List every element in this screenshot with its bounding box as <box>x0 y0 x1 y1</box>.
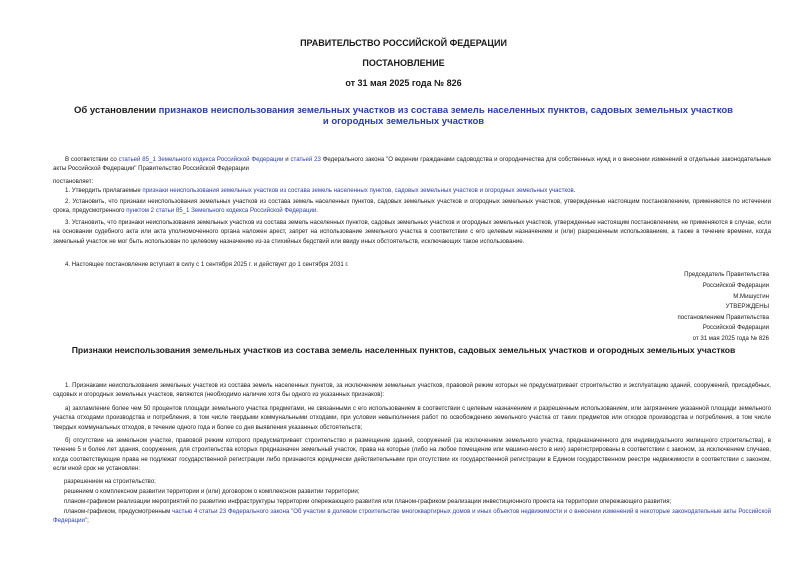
signature-name: М.Мишустин <box>733 293 769 300</box>
annex-list-item-4 <box>53 507 771 526</box>
approval-country: Российской Федерации <box>702 324 769 331</box>
signature-position-2: Российской Федерации <box>702 282 769 289</box>
item-4: 4. Настоящее постановление вступает в силу с 1 сентября 2025 г. и действует до 1 сентября 2031 г. <box>65 261 349 268</box>
title-link[interactable]: признаков неиспользования земельных участков из состава земель населенных пунктов, садовых земельных участков и огородных земельных участков <box>158 105 733 127</box>
annex-list-item-1: разрешением на строительство; <box>64 478 156 485</box>
list-item-4-end: ; <box>87 517 89 525</box>
preamble-decree: постановляет: <box>53 178 94 185</box>
link-article-23[interactable]: статьей 23 <box>290 156 321 163</box>
approval-label: УТВЕРЖДЕНЫ <box>725 303 769 310</box>
item-1-end: . <box>573 187 576 194</box>
annex-paragraph-b: б) отсутствие на земельном участке, правовой режим которого предусматривает строительство и размещение зданий, сооружений (за исключением земельного участка, предназначенного для индивидуального жилищного строительства), в течение 5 и более лет здания, сооружения, для строительства которых предназначен земельный участок, права на которые (либо на любое помещение или машино-место в них) зарегистрированы в соответствии с законом, за исключением случаев, когда соответствующие права не подлежат государственной регистрации либо признаются юридически действительными при отсутствии их государственной регистрации в Едином государственном реестре недвижимости в соответствии с законом, если иной срок не установлен: <box>53 437 771 473</box>
government-heading: ПРАВИТЕЛЬСТВО РОССИЙСКОЙ ФЕДЕРАЦИИ <box>300 38 507 48</box>
annex-title: Признаки неиспользования земельных участков из состава земель населенных пунктов, садовых земельных участков и огородных земельных участков <box>71 345 736 355</box>
preamble-text-2: и <box>283 156 291 163</box>
item-2-link[interactable]: пунктом 2 статьи 85_1 Земельного кодекса Российской Федерации <box>126 207 317 215</box>
approval-by: постановлением Правительства <box>677 314 769 321</box>
item-1 <box>53 186 771 195</box>
list-item-4-text: планом-графиком, предусмотренным <box>64 508 173 515</box>
annex-list-item-2: решением о комплексном развитии территории и (или) договором о комплексном развитии территории; <box>64 488 360 495</box>
preamble <box>53 155 771 174</box>
item-2 <box>53 197 771 216</box>
item-1-text: 1. Утвердить прилагаемые <box>65 187 143 194</box>
link-article-85-1[interactable]: статьей 85_1 Земельного кодекса Российской Федерации <box>118 156 284 163</box>
annex-paragraph-a: а) захламление более чем 50 процентов площади земельного участка предметами, не связанными с его использованием в соответствии с целевым назначением и разрешенным использованием, или загрязнение указанной площади земельного участка отходами производства и потребления, в том числе твердыми коммунальными отходами, при условии невыполнения работ по освобождению земельного участка от таких предметов или отходов производства и потребления, в том числе твердых коммунальных отходов, в течение одного года и более со дня выявления указанных обстоятельств; <box>53 405 771 431</box>
document-title <box>70 105 737 127</box>
preamble-text-3: Федерального закона "О ведении гражданами садоводства и огородничества для собственных нужд и о внесении изменений в отдельные законодательные акты Российской Федерации" Правительство Российской Федерации <box>53 156 771 173</box>
doc-date-number: от 31 мая 2025 года № 826 <box>345 78 462 88</box>
annex-paragraph-1: 1. Признаками неиспользования земельных участков из состава земель населенных пунктов, за исключением земельных участков, правовой режим которых не предусматривает строительство и эксплуатацию зданий, сооружений, присадебных, садовых и огородных земельных участков, являются (необходимо наличие хотя бы одного из указанных признаков): <box>53 382 771 399</box>
list-item-4-link[interactable]: частью 4 статьи 23 Федерального закона "Об участии в долевом строительстве многоквартирных домов и иных объектов недвижимости и о внесении изменений в некоторые законодательные акты Российской Федерации" <box>53 508 772 525</box>
item-2-end: . <box>316 207 318 215</box>
item-2-text: 2. Установить, что признаки неиспользования земельных участков из состава земель населенных пунктов, садовых земельных участков и огородных земельных участков, утвержденные настоящим постановлением, применяются по истечении срока, предусмотренного <box>53 198 771 215</box>
signature-position-1: Председатель Правительства <box>684 271 769 278</box>
title-prefix: Об установлении <box>74 105 159 116</box>
item-1-link[interactable]: признаки неиспользования земельных участков из состава земель населенных пунктов, садовых земельных участков и огородных земельных участков <box>142 187 574 194</box>
doc-type-heading: ПОСТАНОВЛЕНИЕ <box>362 58 445 68</box>
approval-date: от 31 мая 2025 года № 826 <box>692 335 769 342</box>
item-3: 3. Установить, что признаки неиспользования земельных участков из состава земель населенных пунктов, садовых земельных участков и огородных земельных участков, утвержденные настоящим постановлением, не применяются в случае, если на основании судебного акта или акта уполномоченного органа наложен арест, запрет на использование земельного участка в соответствии с его целевым назначением и (или) разрешенным использованием, а также в течение времени, когда земельный участок не мог быть использован по целевому назначению из-за стихийных бедствий или ввиду иных обстоятельств, исключающих такое использование. <box>53 219 771 245</box>
annex-list-item-3: планом-графиком реализации мероприятий по развитию инфраструктуры территории опережающего развития или планом-графиком реализации инвестиционного проекта на территории опережающего развития; <box>64 498 672 505</box>
preamble-text-1: В соответствии со <box>65 156 119 163</box>
